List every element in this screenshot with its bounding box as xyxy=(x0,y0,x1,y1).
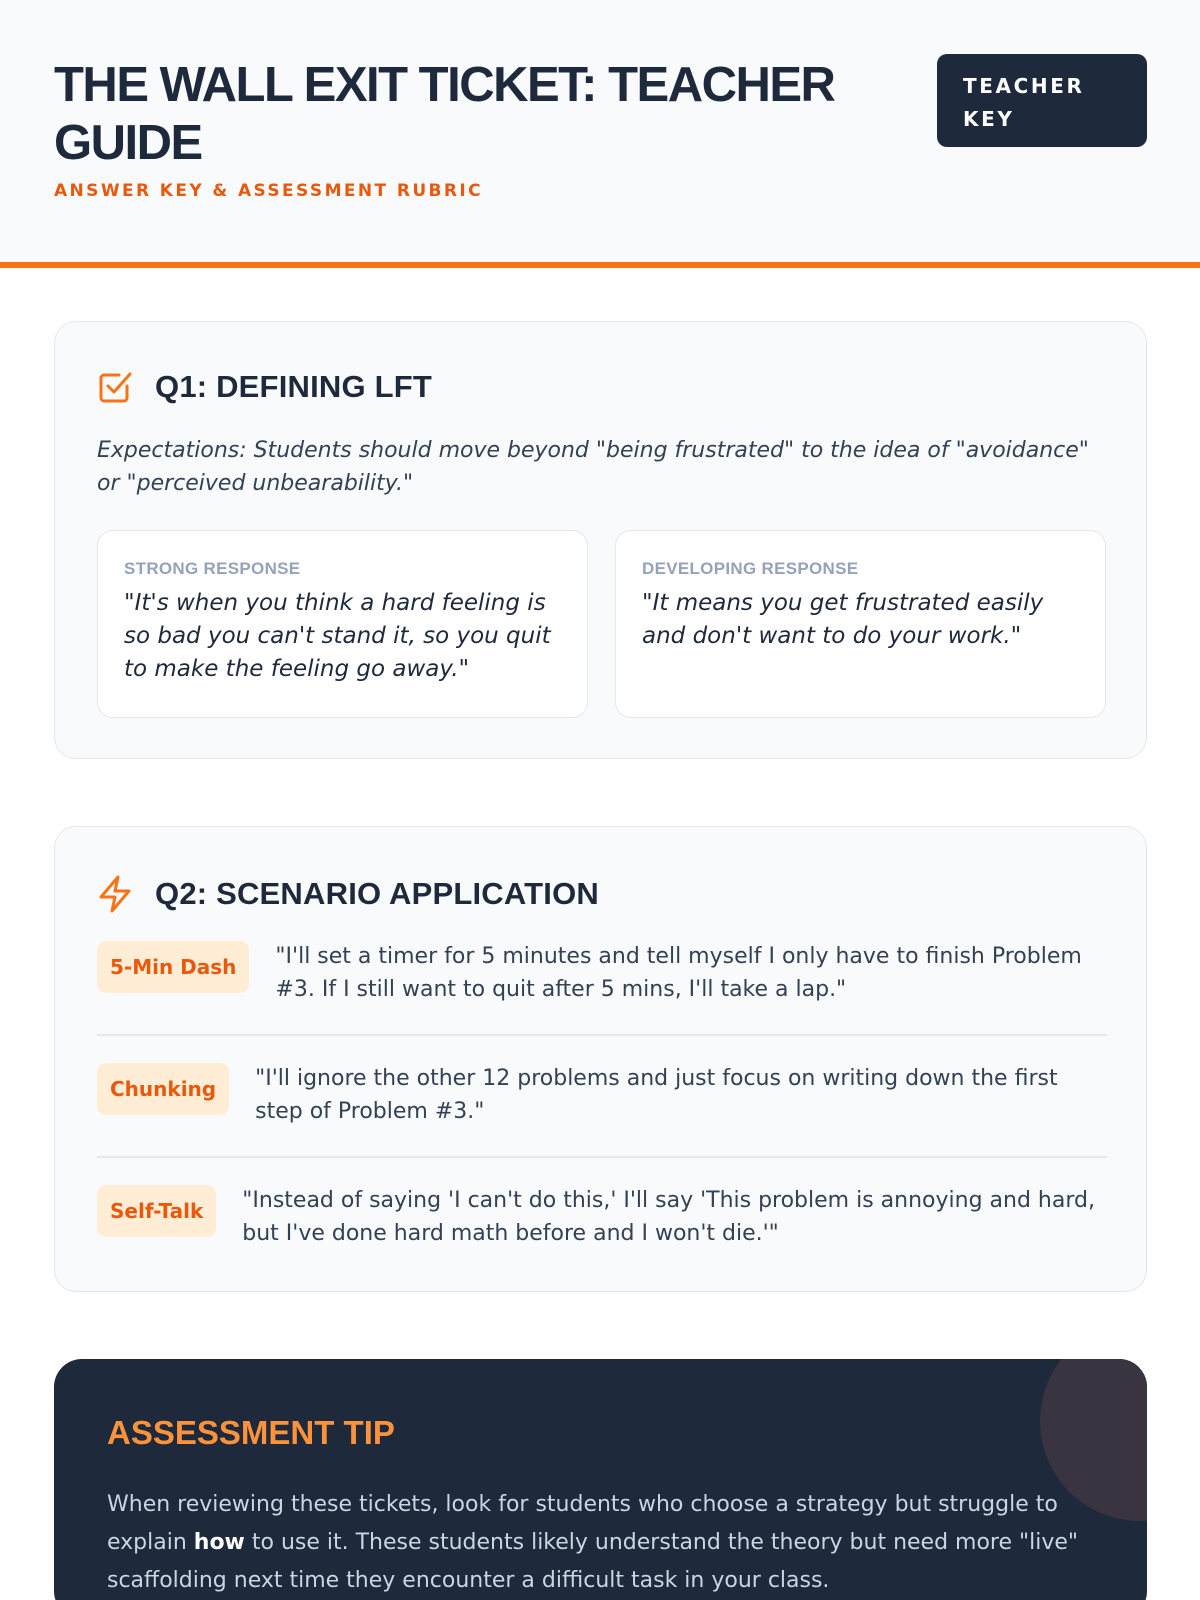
strategy-text: "I'll ignore the other 12 problems and just focus on writing down the first step of Problem #3." xyxy=(255,1066,1058,1124)
developing-response-label: DEVELOPING RESPONSE xyxy=(642,559,859,578)
strategy-text: "Instead of saying 'I can't do this,' I'll say 'This problem is annoying and hard, but I've done hard math before and I won't die.'" xyxy=(242,1188,1095,1246)
strategy-row xyxy=(97,940,1107,1006)
q1-card xyxy=(54,321,1147,759)
q2-heading xyxy=(97,874,599,914)
assessment-tip-title: ASSESSMENT TIP xyxy=(107,1414,395,1451)
q1-heading xyxy=(97,367,432,407)
q1-expectations: Expectations: Students should move beyond "being frustrated" to the idea of "avoidance" or "perceived unbearability." xyxy=(97,438,1089,496)
q2-card xyxy=(54,826,1147,1292)
strategy-text: "I'll set a timer for 5 minutes and tell myself I only have to finish Problem #3. If I still want to quit after 5 mins, I'll take a lap." xyxy=(275,944,1082,1002)
strong-response-text: "It's when you think a hard feeling is so bad you can't stand it, so you quit to make the feeling go away." xyxy=(124,590,551,682)
page-title: THE WALL EXIT TICKET: TEACHER GUIDE xyxy=(54,58,835,170)
strategy-row xyxy=(97,1184,1107,1250)
strategy-divider xyxy=(97,1034,1107,1036)
strong-response-label: STRONG RESPONSE xyxy=(124,559,301,578)
lightning-icon xyxy=(97,874,133,914)
q2-title: Q2: SCENARIO APPLICATION xyxy=(155,876,599,911)
tip-text-before: When reviewing these tickets, look for students who choose a strategy but struggle to explain xyxy=(107,1492,1058,1555)
strong-response-box xyxy=(97,530,588,718)
page-subtitle: ANSWER KEY & ASSESSMENT RUBRIC xyxy=(54,181,483,201)
tip-text-after: to use it. These students likely understand the theory but need more "live" scaffolding next time they encounter a difficult task in your class. xyxy=(107,1530,1079,1593)
assessment-tip-text xyxy=(107,1486,1107,1600)
strategy-tag: Chunking xyxy=(97,1063,229,1115)
strategy-tag: 5-Min Dash xyxy=(97,941,249,993)
developing-response-text: "It means you get frustrated easily and don't want to do your work." xyxy=(642,590,1044,649)
tip-text-bold: how xyxy=(193,1530,245,1555)
checkbox-icon xyxy=(97,367,133,407)
page-header xyxy=(0,0,1200,268)
strategy-divider xyxy=(97,1156,1107,1158)
q1-title: Q1: DEFINING LFT xyxy=(155,369,433,404)
developing-response-box xyxy=(615,530,1106,718)
assessment-tip-card xyxy=(54,1359,1147,1600)
teacher-key-badge: TEACHER KEY xyxy=(937,54,1147,147)
strategy-row xyxy=(97,1062,1107,1128)
strategy-tag: Self-Talk xyxy=(97,1185,216,1237)
